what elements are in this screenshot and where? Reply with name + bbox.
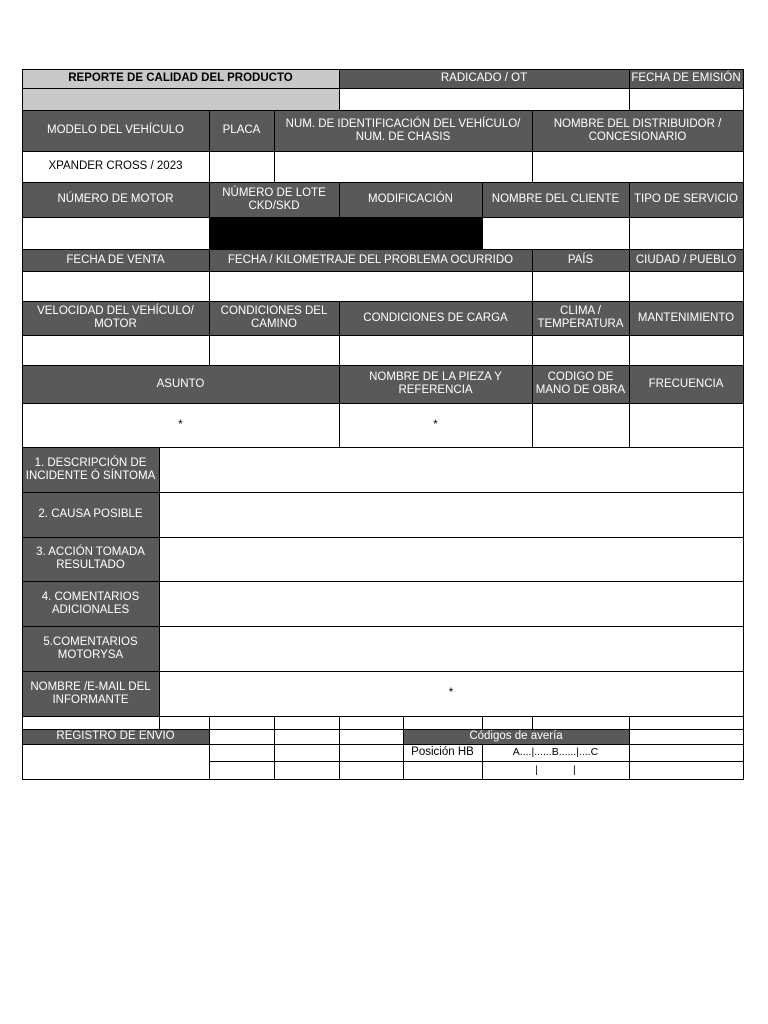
position-markers: | | [535, 763, 576, 776]
asunto-header: ASUNTO [22, 365, 339, 403]
frecuencia-header: FRECUENCIA [629, 365, 743, 403]
carga-field[interactable] [339, 335, 532, 365]
velocidad-field[interactable] [22, 335, 209, 365]
codigo-mano-field[interactable] [532, 403, 629, 447]
fecha-km-header: FECHA / KILOMETRAJE DEL PROBLEMA OCURRIDO [209, 249, 532, 271]
lote-header: NÚMERO DE LOTE CKD/SKD [209, 182, 339, 217]
fecha-emision-header: FECHA DE EMISIÓN [629, 69, 743, 88]
radicado-field[interactable] [339, 88, 629, 110]
pais-header: PAÍS [532, 249, 629, 271]
posicion-hb-label: Posición HB [411, 746, 474, 758]
distribuidor-field[interactable] [532, 151, 743, 182]
modelo-header: MODELO DEL VEHÍCULO [22, 110, 209, 151]
cliente-header: NOMBRE DEL CLIENTE [482, 182, 629, 217]
cliente-field[interactable] [482, 217, 629, 249]
modelo-value[interactable]: XPANDER CROSS / 2023 [22, 151, 209, 182]
motor-header: NÚMERO DE MOTOR [22, 182, 209, 217]
report-title: REPORTE DE CALIDAD DEL PRODUCTO [22, 69, 339, 88]
section-field[interactable] [159, 626, 743, 671]
ciudad-field[interactable] [629, 271, 743, 301]
codigos-averia-header: Códigos de avería [403, 729, 629, 744]
num-id-header: NUM. DE IDENTIFICACIÓN DEL VEHÍCULO/ NUM. DE CHASIS [274, 110, 532, 151]
mantenimiento-field[interactable] [629, 335, 743, 365]
motor-field[interactable] [22, 217, 209, 249]
tipo-servicio-header: TIPO DE SERVICIO [629, 182, 743, 217]
pieza-field[interactable]: * [339, 403, 532, 447]
redacted-block [209, 217, 482, 249]
ciudad-header: CIUDAD / PUEBLO [629, 249, 743, 271]
placa-header: PLACA [209, 110, 274, 151]
section-label: 5.COMENTARIOS MOTORYSA [22, 626, 159, 671]
section-label: 2. CAUSA POSIBLE [22, 492, 159, 537]
fecha-emision-field[interactable] [629, 88, 743, 110]
fecha-venta-header: FECHA DE VENTA [22, 249, 209, 271]
clima-header: CLIMA / TEMPERATURA [532, 301, 629, 335]
modificacion-header: MODIFICACIÓN [339, 182, 482, 217]
mantenimiento-header: MANTENIMIENTO [629, 301, 743, 335]
registro-envio-header: REGISTRO DE ENVÍO [22, 729, 209, 744]
velocidad-header: VELOCIDAD DEL VEHÍCULO/ MOTOR [22, 301, 209, 335]
section-field[interactable] [159, 581, 743, 626]
report-title-fill [22, 88, 339, 110]
frecuencia-field[interactable] [629, 403, 743, 447]
radicado-header: RADICADO / OT [339, 69, 629, 88]
asunto-field[interactable]: * [22, 403, 339, 447]
carga-header: CONDICIONES DE CARGA [339, 301, 532, 335]
section-field[interactable] [159, 492, 743, 537]
section-field[interactable] [159, 447, 743, 492]
fecha-venta-field[interactable] [22, 271, 209, 301]
placa-field[interactable] [209, 151, 274, 182]
pais-field[interactable] [532, 271, 629, 301]
section-field[interactable] [159, 537, 743, 581]
section-label: 4. COMENTARIOS ADICIONALES [22, 581, 159, 626]
section-label: 3. ACCIÓN TOMADA RESULTADO [22, 537, 159, 581]
camino-header: CONDICIONES DEL CAMINO [209, 301, 339, 335]
abc-positions: A....|......B......|....C [512, 746, 599, 758]
pieza-header: NOMBRE DE LA PIEZA Y REFERENCIA [339, 365, 532, 403]
fecha-km-field[interactable] [209, 271, 532, 301]
num-id-field[interactable] [274, 151, 532, 182]
informante-field[interactable]: * [159, 671, 743, 716]
tipo-servicio-field[interactable] [629, 217, 743, 249]
clima-field[interactable] [532, 335, 629, 365]
section-label: 1. DESCRIPCIÓN DE INCIDENTE Ó SÍNTOMA [22, 447, 159, 492]
camino-field[interactable] [209, 335, 339, 365]
codigo-mano-header: CODIGO DE MANO DE OBRA [532, 365, 629, 403]
section-label: NOMBRE /E-MAIL DEL INFORMANTE [22, 671, 159, 716]
distribuidor-header: NOMBRE DEL DISTRIBUIDOR / CONCESIONARIO [532, 110, 743, 151]
